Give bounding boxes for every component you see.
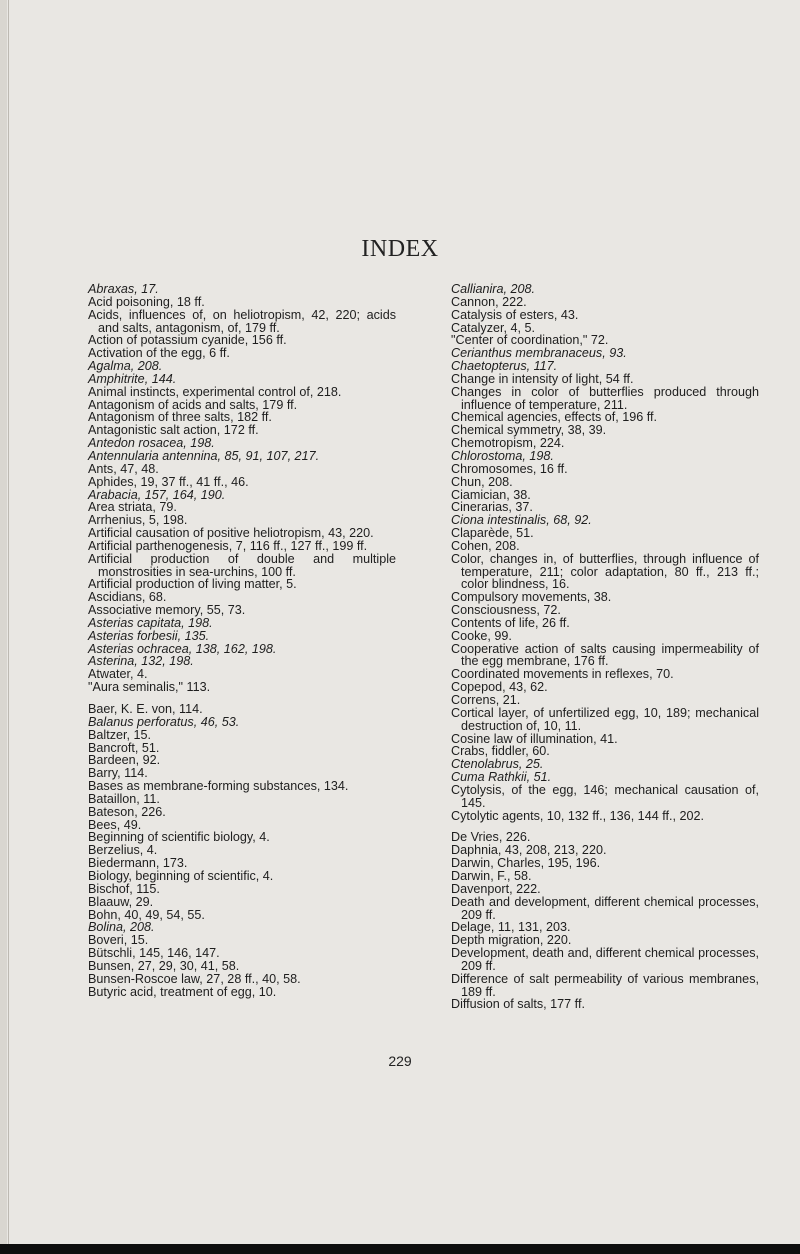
index-entry: Bateson, 226. <box>88 804 166 819</box>
index-entry: Ctenolabrus, 25. <box>451 757 544 772</box>
index-entry: Callianira, 208. <box>451 282 536 296</box>
scan-bottom-border <box>0 1244 800 1254</box>
index-entry: Aphides, 19, 37 ff., 41 ff., 46. <box>88 474 249 489</box>
index-entry: Bunsen, 27, 29, 30, 41, 58. <box>88 958 240 973</box>
index-entry: Darwin, F., 58. <box>451 868 532 883</box>
index-entry: Death and development, different chemical processes, 209 ff. <box>451 894 759 922</box>
index-entry: Cannon, 222. <box>451 294 527 309</box>
index-entry: Asterias forbesii, 135. <box>88 628 210 643</box>
index-entry: Chaetopterus, 117. <box>451 359 558 374</box>
index-entry: Bütschli, 145, 146, 147. <box>88 946 220 961</box>
index-entry: Chun, 208. <box>451 474 513 489</box>
index-entry: Change in intensity of light, 54 ff. <box>451 371 634 386</box>
index-entry: Claparède, 51. <box>451 526 534 541</box>
index-entry: Catalyzer, 4, 5. <box>451 320 535 335</box>
index-entry: Activation of the egg, 6 ff. <box>88 346 230 361</box>
index-entry: Antedon rosacea, 198. <box>88 436 215 451</box>
index-entry: Chemical agencies, effects of, 196 ff. <box>451 410 658 425</box>
index-entry: Development, death and, different chemical processes, 209 ff. <box>451 946 759 973</box>
index-entry: Bancroft, 51. <box>88 740 160 755</box>
index-entry: Bardeen, 92. <box>88 753 161 768</box>
index-entry: Baltzer, 15. <box>88 727 152 742</box>
index-entry: Berzelius, 4. <box>88 843 158 858</box>
index-entry: Atwater, 4. <box>88 667 148 682</box>
index-entry: Butyric acid, treatment of egg, 10. <box>88 984 277 999</box>
page-number: 229 <box>388 1053 412 1069</box>
index-entry: "Aura seminalis," 113. <box>88 680 211 695</box>
index-entry: Ciamician, 38. <box>451 487 531 502</box>
index-entry: Action of potassium cyanide, 156 ff. <box>88 333 287 348</box>
index-entry: Cytolytic agents, 10, 132 ff., 136, 144 ff., 202. <box>451 808 704 823</box>
index-entry: Associative memory, 55, 73. <box>88 603 246 618</box>
index-entry: Balanus perforatus, 46, 53. <box>88 714 240 729</box>
index-entry: Baer, K. E. von, 114. <box>88 702 203 716</box>
index-entry: Animal instincts, experimental control of, 218. <box>88 384 342 399</box>
index-entry: Cerianthus membranaceus, 93. <box>451 346 627 361</box>
index-entry: Bolina, 208. <box>88 920 155 935</box>
index-entry: Asterina, 132, 198. <box>88 654 194 669</box>
index-entry: Amphitrite, 144. <box>88 371 177 386</box>
index-entry: Antagonism of three salts, 182 ff. <box>88 410 272 425</box>
index-entry: Antennularia antennina, 85, 91, 107, 217. <box>88 448 320 463</box>
index-entry: Cinerarias, 37. <box>451 500 533 515</box>
index-entry: Contents of life, 26 ff. <box>451 615 570 630</box>
index-entry: Arrhenius, 5, 198. <box>88 513 188 528</box>
index-entry: Acids, influences of, on heliotropism, 42, 220; acids and salts, antagonism, of, 179 ff. <box>88 307 396 335</box>
index-entry: Cooperative action of salts causing impermeability of the egg membrane, 176 ff. <box>451 641 759 669</box>
index-entry: Depth migration, 220. <box>451 933 572 948</box>
index-entry: Correns, 21. <box>451 693 521 707</box>
index-entry: Coordinated movements in reflexes, 70. <box>451 667 674 682</box>
index-entry: Darwin, Charles, 195, 196. <box>451 856 601 871</box>
index-entry: Cuma Rathkii, 51. <box>451 770 552 785</box>
index-entry: Acid poisoning, 18 ff. <box>88 294 205 309</box>
index-entry: Daphnia, 43, 208, 213, 220. <box>451 843 607 858</box>
index-entry: Arabacia, 157, 164, 190. <box>88 487 226 502</box>
index-entry: Bunsen-Roscoe law, 27, 28 ff., 40, 58. <box>88 971 301 986</box>
index-entry: Artificial causation of positive heliotropism, 43, 220. <box>88 526 374 541</box>
index-entry: Compulsory movements, 38. <box>451 590 612 605</box>
index-entry: Artificial production of living matter, 5. <box>88 577 297 592</box>
index-entry: Bees, 49. <box>88 817 142 832</box>
index-entry: "Center of coordination," 72. <box>451 333 609 348</box>
index-entry: Ants, 47, 48. <box>88 461 159 476</box>
index-entry: Copepod, 43, 62. <box>451 680 548 695</box>
index-entry: Artificial production of double and multiple monstrosities in sea-urchins, 100 ff. <box>88 551 396 579</box>
index-entry: Delage, 11, 131, 203. <box>451 920 571 935</box>
index-entry: Chlorostoma, 198. <box>451 448 554 463</box>
index-entry: Cohen, 208. <box>451 538 520 553</box>
index-entry: Boveri, 15. <box>88 933 149 948</box>
index-entry: Cosine law of illumination, 41. <box>451 731 618 746</box>
index-entry: Changes in color of butterflies produced through influence of temperature, 211. <box>451 384 759 412</box>
index-entry: Cooke, 99. <box>451 628 512 643</box>
index-entry: Bataillon, 11. <box>88 791 160 806</box>
index-entry: Cytolysis, of the egg, 146; mechanical causation of, 145. <box>451 782 759 810</box>
index-entry: Diffusion of salts, 177 ff. <box>451 997 585 1012</box>
index-entry: Chemotropism, 224. <box>451 436 565 451</box>
page-title: INDEX <box>361 236 439 262</box>
index-entry: Biology, beginning of scientific, 4. <box>88 868 274 883</box>
index-entry: Chemical symmetry, 38, 39. <box>451 423 607 438</box>
index-entry: Difference of salt permeability of various membranes, 189 ff. <box>451 971 759 999</box>
index-entry: Blaauw, 29. <box>88 894 154 909</box>
index-column-right <box>451 283 759 1011</box>
index-entry: Consciousness, 72. <box>451 603 561 618</box>
index-entry: Agalma, 208. <box>88 359 163 374</box>
index-entry: Color, changes in, of butterflies, through influence of temperature, 211; color adaptation, 80 ff., 213 ff.; color blindness, 16. <box>451 551 759 592</box>
index-entry: Beginning of scientific biology, 4. <box>88 830 270 845</box>
index-entry: Antagonism of acids and salts, 179 ff. <box>88 397 298 412</box>
index-entry: Ascidians, 68. <box>88 590 167 605</box>
index-entry: Barry, 114. <box>88 766 148 781</box>
index-entry: Bases as membrane-forming substances, 134. <box>88 779 349 794</box>
index-entry: Antagonistic salt action, 172 ff. <box>88 423 259 438</box>
index-entry: Chromosomes, 16 ff. <box>451 461 568 476</box>
index-entry: Area striata, 79. <box>88 500 177 515</box>
index-entry: Asterias ochracea, 138, 162, 198. <box>88 641 277 656</box>
index-entry: Artificial parthenogenesis, 7, 116 ff., 127 ff., 199 ff. <box>88 538 368 553</box>
index-entry: Crabs, fiddler, 60. <box>451 744 550 759</box>
index-entry: Asterias capitata, 198. <box>88 615 213 630</box>
index-column-left <box>88 283 396 998</box>
index-entry: Bohn, 40, 49, 54, 55. <box>88 907 205 922</box>
index-entry: Abraxas, 17. <box>88 282 159 296</box>
index-entry: Ciona intestinalis, 68, 92. <box>451 513 592 528</box>
index-entry: Cortical layer, of unfertilized egg, 10, 189; mechanical destruction of, 10, 11. <box>451 705 759 733</box>
index-entry: De Vries, 226. <box>451 830 531 845</box>
index-entry: Catalysis of esters, 43. <box>451 307 579 322</box>
index-entry: Davenport, 222. <box>451 881 541 896</box>
index-entry: Bischof, 115. <box>88 881 160 896</box>
index-entry: Biedermann, 173. <box>88 856 188 871</box>
